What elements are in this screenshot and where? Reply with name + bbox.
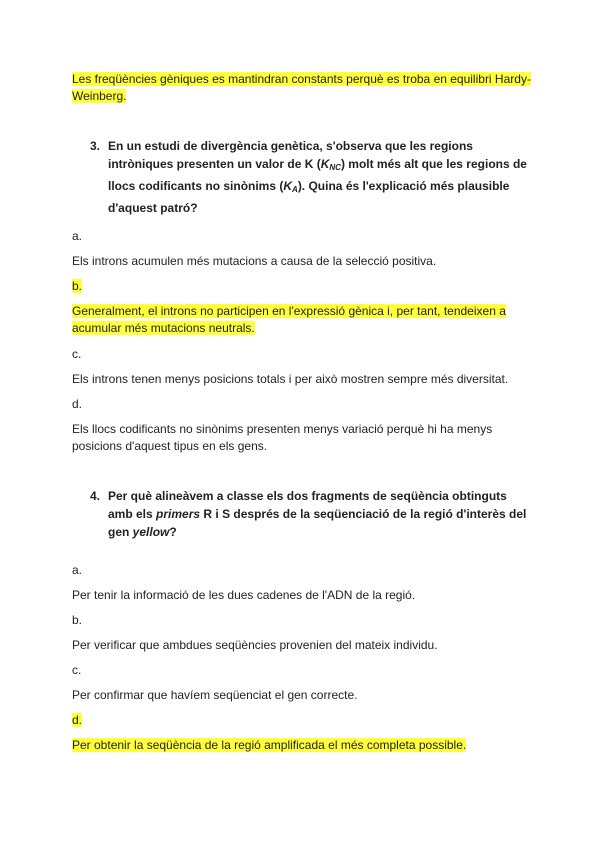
q4-option-b-text: Per verificar que ambdues seqüències provenien del mateix individu.	[72, 638, 438, 652]
intro-answer	[72, 71, 532, 105]
question-number: 3.	[90, 139, 101, 153]
q4-option-d-text: Per obtenir la seqüència de la regió amplificada el més completa possible.	[72, 738, 467, 752]
question-text: En un estudi de divergència genètica, s'observa que les regions intròniques presenten un valor de K $(K_{NC})$ molt més alt que les regions de llocs codificants no sinònims $(K_A)$. Quina és l'explicació més plausible d'aquest patró?	[108, 139, 527, 215]
q4-option-b-letter: b.	[72, 613, 83, 627]
q4-option-c-text: Per confirmar que havíem seqüenciat el gen correcte.	[72, 688, 358, 702]
q3-option-b-letter: b.	[72, 279, 83, 293]
q3-option-a-text: Els introns acumulen més mutacions a causa de la selecció positiva.	[72, 254, 437, 268]
highlighted-text: Les freqüències gèniques es mantindran constants perquè es troba en equilibri Hardy-Weinberg.	[72, 72, 531, 103]
q3-option-c-letter: c.	[72, 347, 82, 361]
question-text: Per què alineàvem a classe els dos fragments de seqüència obtinguts amb els primers R i S després de la seqüenciació de la regió d'interès del gen yellow?	[108, 489, 527, 539]
q3-option-c-text: Els introns tenen menys posicions totals i per això mostren sempre més diversitat.	[72, 372, 509, 386]
question-3	[90, 137, 530, 217]
q4-option-a-letter: a.	[72, 563, 83, 577]
q4-option-c-letter: c.	[72, 663, 82, 677]
q3-option-b-text: Generalment, el introns no participen en l'expressió gènica i, per tant, tendeixen a acumular més mutacions neutrals.	[72, 304, 506, 335]
question-4	[90, 487, 530, 541]
question-number: 4.	[90, 489, 101, 503]
q3-option-d-text: Els llocs codificants no sinònims presenten menys variació perquè hi ha menys posicions d'aquest tipus en els gens.	[72, 422, 493, 453]
q4-option-d-letter: d.	[72, 713, 83, 727]
q3-option-a-letter: a.	[72, 229, 83, 243]
q4-option-a-text: Per tenir la informació de les dues cadenes de l'ADN de la regió.	[72, 588, 416, 602]
q3-option-d-letter: d.	[72, 397, 83, 411]
